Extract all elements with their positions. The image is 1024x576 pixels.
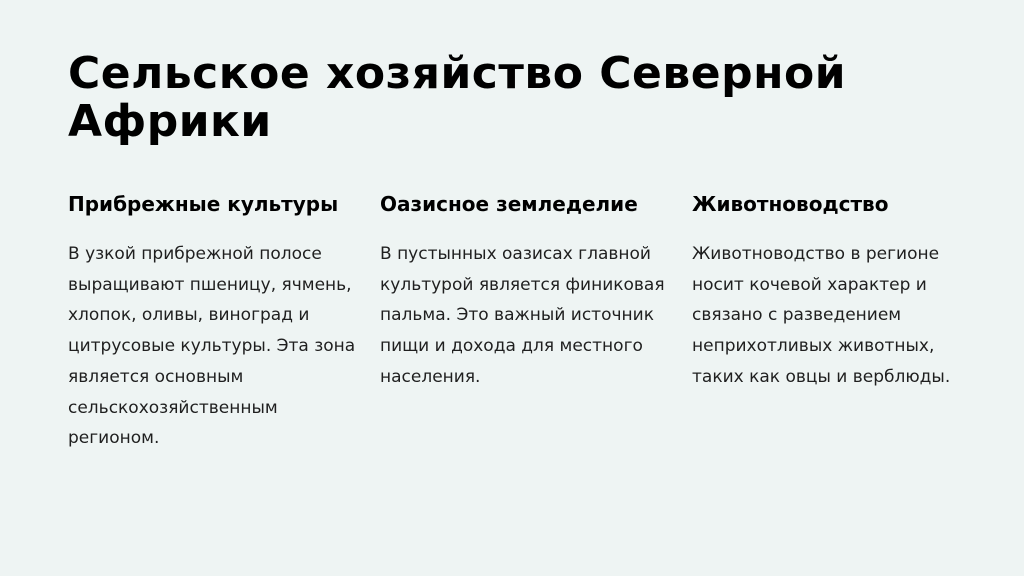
column-body: В узкой прибрежной полосе выращивают пшеницу, ячмень, хлопок, оливы, виноград и цитрусовые культуры. Эта зона является основным сельскохозяйственным регионом. (68, 244, 356, 449)
column-heading: Оазисное земледелие (380, 192, 638, 216)
column-coastal-crops (68, 193, 380, 454)
column-oasis-farming (380, 193, 692, 454)
column-livestock (692, 193, 1004, 454)
column-body: В пустынных оазисах главной культурой является финиковая пальма. Это важный источник пищи и дохода для местного населения. (380, 244, 665, 387)
columns-container (68, 193, 1004, 454)
column-heading: Животноводство (692, 192, 889, 216)
column-heading: Прибрежные культуры (68, 192, 339, 216)
slide-title: Сельское хозяйство Северной Африки (68, 48, 847, 147)
column-body: Животноводство в регионе носит кочевой характер и связано с разведением неприхотливых животных, таких как овцы и верблюды. (692, 244, 951, 387)
